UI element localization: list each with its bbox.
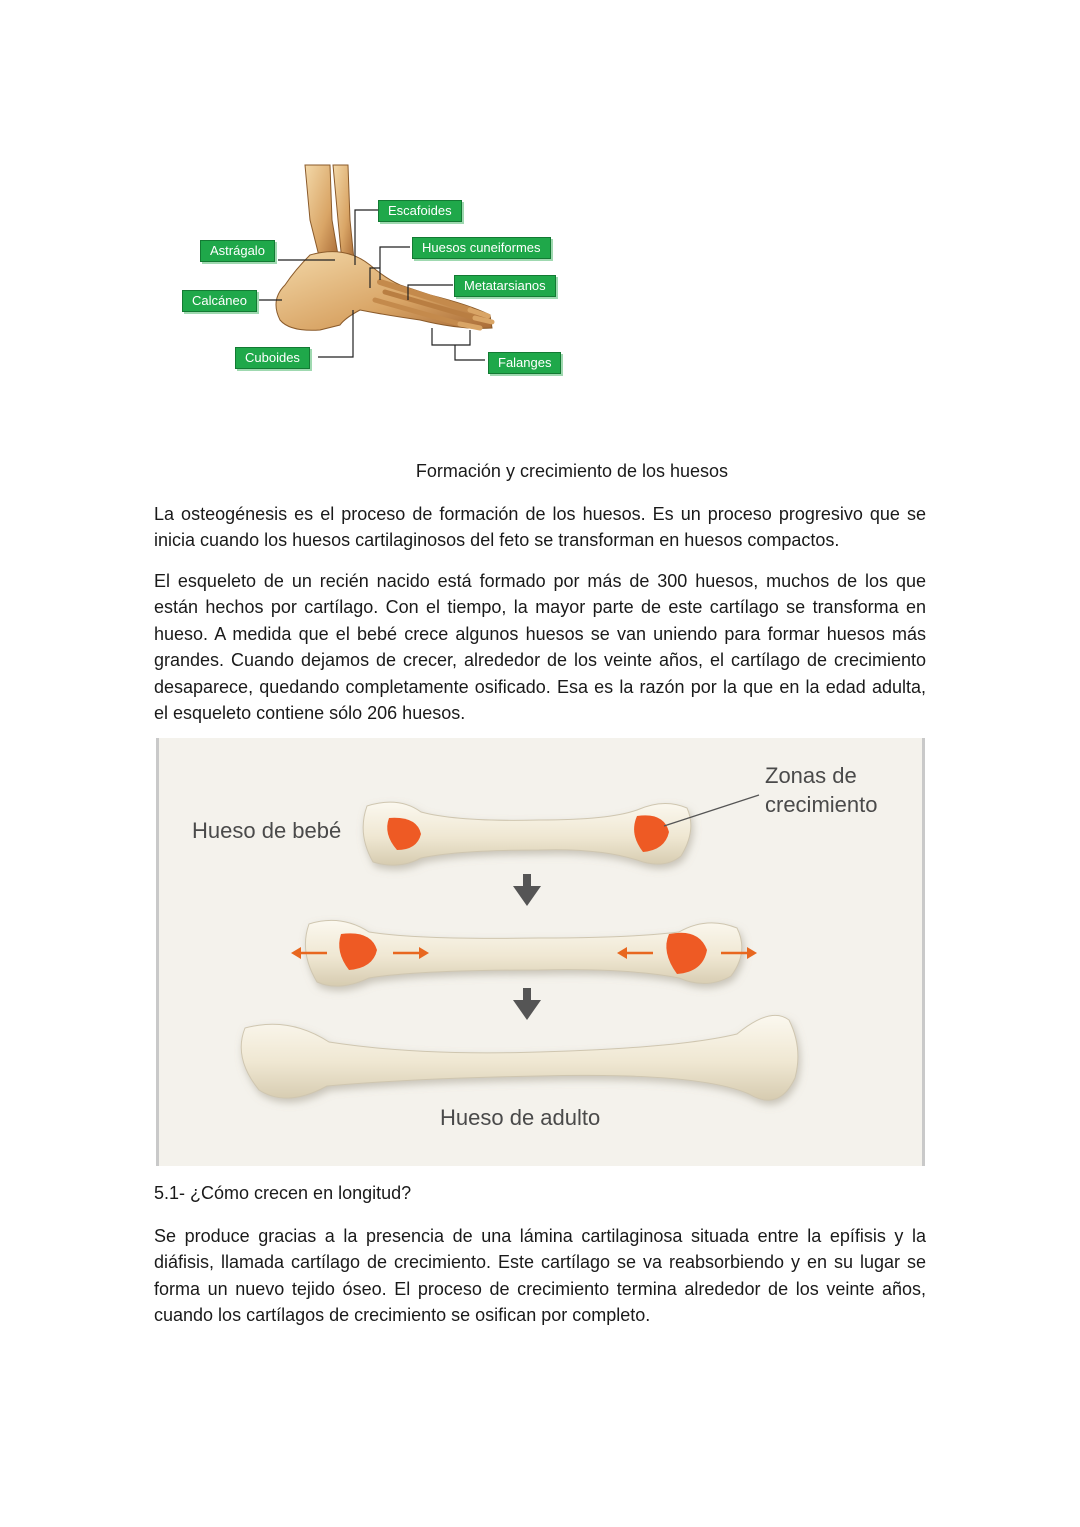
- baby-bone-label: Hueso de bebé: [192, 818, 342, 843]
- label-cuboides: Cuboides: [235, 347, 310, 369]
- label-falanges: Falanges: [488, 352, 561, 374]
- paragraph-newborn-skeleton: El esqueleto de un recién nacido está formado por más de 300 huesos, muchos de los que están hechos por cartílago. Con el tiempo, la mayor parte de este cartílago se transforma en hueso. A medida que el bebé crece algunos huesos se van uniendo para formar huesos más grandes. Cuando dejamos de crecer, alrededor de los veinte años, el cartílago de crecimiento desaparece, quedando completamente osificado. Esa es la razón por la que en la edad adulta, el esqueleto contiene sólo 206 huesos.: [154, 571, 926, 724]
- adult-bone: [241, 1015, 798, 1100]
- paragraph-osteogenesis: La osteogénesis es el proceso de formación de los huesos. Es un proceso progresivo que se inicia cuando los huesos cartilaginosos del feto se transforman en huesos compactos.: [154, 504, 926, 551]
- label-metatarsianos: Metatarsianos: [454, 275, 556, 297]
- section-title: Formación y crecimiento de los huesos: [415, 461, 729, 481]
- adult-bone-label: Hueso de adulto: [440, 1105, 601, 1130]
- label-calcaneo: Calcáneo: [182, 290, 257, 312]
- label-huesos-cuneiformes: Huesos cuneiformes: [412, 237, 551, 259]
- label-escafoides: Escafoides: [378, 200, 462, 222]
- label-astragalo: Astrágalo: [200, 240, 275, 262]
- down-arrow-icon: [513, 874, 541, 906]
- growth-zones-label-line1: Zonas de: [765, 763, 857, 788]
- bone-growth-diagram: [156, 738, 925, 1166]
- foot-bones-diagram: [170, 160, 590, 390]
- down-arrow-icon: [513, 988, 541, 1020]
- question-heading: 5.1- ¿Cómo crecen en longitud?: [154, 1183, 412, 1203]
- growth-zones-label-line2: crecimiento: [765, 792, 878, 817]
- growth-zones-label: [765, 761, 877, 819]
- paragraph-growth-cartilage: Se produce gracias a la presencia de una lámina cartilaginosa situada entre la epífisis y la diáfisis, llamada cartílago de crecimiento. Este cartílago se va reabsorbiendo y en su lugar se forma un nuevo tejido óseo. El proceso de crecimiento termina alrededor de los veinte años, cuando los cartílagos de crecimiento se osifican por completo.: [154, 1226, 926, 1326]
